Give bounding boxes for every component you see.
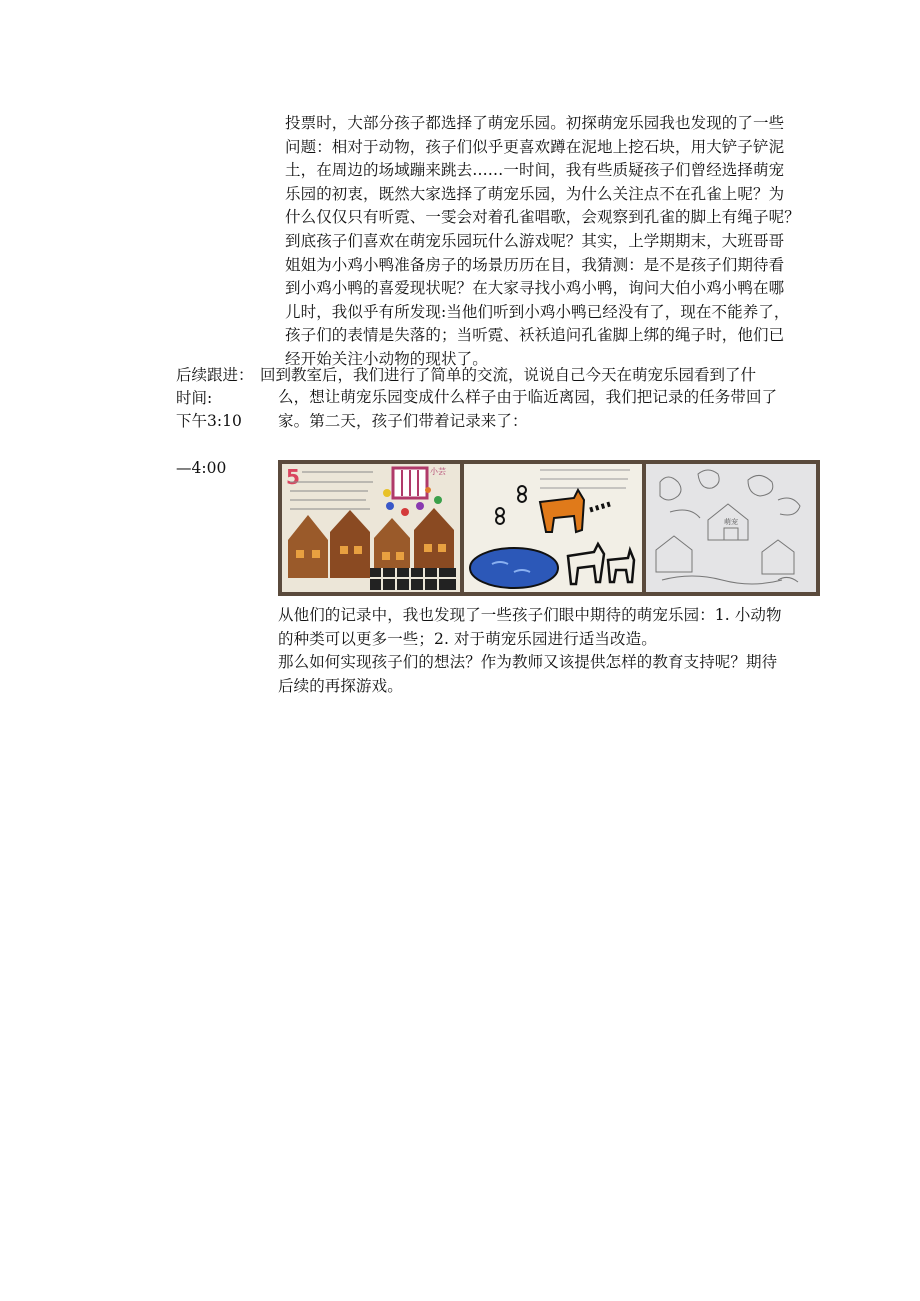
text-line: 儿时，我似乎有所发现:当他们听到小鸡小鸭已经没有了，现在不能养了， [285, 302, 790, 321]
drawing-animals [464, 464, 642, 592]
text-line: 从他们的记录中，我也发现了一些孩子们眼中期待的萌宠乐园：1. 小动物 [278, 606, 782, 624]
paragraph-findings [278, 604, 833, 698]
drawing-tag: 小芸 [430, 467, 446, 476]
children-drawings-photo [278, 460, 820, 596]
text-line: 乐园的初衷，既然大家选择了萌宠乐园，为什么关注点不在孔雀上呢？为 [285, 184, 785, 203]
paragraph-follow-up [278, 386, 833, 433]
text-line: 到小鸡小鸭的喜爱现状呢？在大家寻找小鸡小鸭，询问大伯小鸡小鸭在哪 [285, 279, 785, 298]
text-line: 么，想让萌宠乐园变成什么样子由于临近离园，我们把记录的任务带回了 [278, 388, 778, 406]
follow-up-label: 后续跟进： [176, 366, 254, 384]
text-line: 家。第二天，孩子们带着记录来了： [278, 411, 528, 430]
text-line: 的种类可以更多一些；2. 对于萌宠乐园进行适当改造。 [278, 629, 657, 648]
time-label: 时间: [176, 389, 213, 407]
text-line: 到底孩子们喜欢在萌宠乐园玩什么游戏呢？其实，上学期期末，大班哥哥 [285, 231, 785, 250]
drawing-tag: 萌宠 [724, 518, 738, 526]
text-line: 那么如何实现孩子们的想法？作为教师又该提供怎样的教育支持呢？期待 [278, 653, 778, 672]
text-line: 后续的再探游戏。 [278, 676, 403, 695]
drawn-pond [470, 548, 558, 588]
drawing-sketch [646, 464, 816, 592]
time-end: —4:00 [176, 459, 227, 477]
time-start: 下午3:10 [176, 412, 242, 430]
drawing-houses [282, 464, 460, 592]
paragraph-observation [285, 112, 840, 372]
text-line: 投票时，大部分孩子都选择了萌宠乐园。初探萌宠乐园我也发现的了一些 [285, 114, 785, 132]
follow-up-text: 回到教室后，我们进行了简单的交流，说说自己今天在萌宠乐园看到了什 [260, 366, 757, 384]
text-line: 姐姐为小鸡小鸭准备房子的场景历历在目，我猜测：是不是孩子们期待看 [285, 255, 785, 274]
drawing-number: 5 [286, 465, 300, 489]
text-line: 问题：相对于动物，孩子们似乎更喜欢蹲在泥地上挖石块，用大铲子铲泥 [285, 137, 785, 156]
text-line: 什么仅仅只有听霓、一雯会对着孔雀唱歌，会观察到孔雀的脚上有绳子呢？ [285, 208, 800, 227]
text-line: 孩子们的表情是失落的；当听霓、袄袄追问孔雀脚上绑的绳子时，他们已 [285, 326, 785, 345]
text-line: 经开始关注小动物的现状了。 [285, 349, 488, 368]
text-line: 土，在周边的场域蹦来跳去……一时间，我有些质疑孩子们曾经选择萌宠 [285, 161, 785, 180]
